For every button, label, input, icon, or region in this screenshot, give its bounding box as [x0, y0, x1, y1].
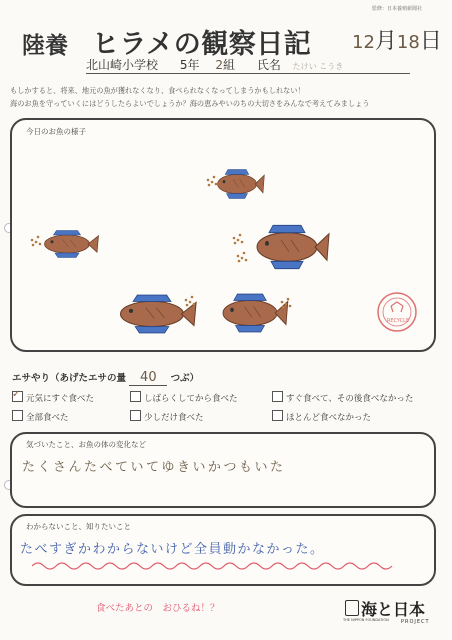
publisher-credit: 監修：日本養殖新聞社 [372, 6, 423, 12]
checkbox[interactable] [272, 391, 283, 402]
date-field [352, 24, 442, 55]
fish-drawing [12, 120, 434, 350]
page-title: ヒラメの観察日記 [92, 29, 312, 60]
logo-project: PROJECT [401, 619, 430, 625]
feeding-row [12, 370, 199, 386]
feeding-option[interactable] [12, 391, 94, 404]
stamp-text: RECYCLE [386, 318, 410, 324]
fish-2 [257, 225, 329, 268]
option-label: すぐ食べて、その後食べなかった [286, 394, 414, 404]
option-label: 全部食べた [26, 413, 69, 423]
fish-3 [45, 231, 99, 258]
wavy-underline [32, 560, 402, 572]
name-label: 氏名 [256, 58, 281, 72]
feeding-option[interactable] [272, 391, 413, 404]
logo-main: 海と日本 [361, 600, 426, 619]
checkbox[interactable] [12, 410, 23, 421]
name-value: たけい こうき [292, 62, 344, 71]
grade-value: 5 [179, 58, 188, 72]
food-dots [237, 252, 248, 263]
observation-label: 今日のお魚の様子 [26, 127, 86, 136]
notice-box [10, 432, 436, 508]
feeding-label: エサやり（あげたエサの量 [12, 373, 127, 384]
food-dots [31, 236, 42, 247]
checkbox[interactable] [272, 410, 283, 421]
food-dots [233, 234, 244, 245]
option-label: 少しだけ食べた [144, 413, 204, 423]
questions-box [10, 514, 436, 586]
date-day: 18 [396, 32, 420, 53]
school-name: 北山崎小学校 [86, 58, 159, 72]
notice-label: 気づいたこと、お魚の体の変化など [26, 440, 146, 449]
feeding-option[interactable] [130, 410, 204, 423]
month-char: 月 [374, 29, 397, 54]
fish-4 [121, 295, 197, 333]
option-label: しばらくしてから食べた [144, 394, 238, 404]
footer-note: 食べたあとの おひるね！？ [96, 603, 220, 614]
checkbox[interactable] [12, 391, 23, 402]
student-row [86, 56, 410, 74]
observation-box [10, 118, 436, 352]
check-mark-icon: ✓ [12, 389, 21, 400]
option-label: ほとんど食べなかった [286, 413, 372, 423]
class-value: 2 [215, 58, 223, 72]
food-dots [185, 296, 196, 307]
feeding-option[interactable] [130, 391, 238, 404]
intro-line-1: もしかすると、将来、地元の魚が獲れなくなり、食べられなくなってしまうかもしれない！ [10, 86, 305, 95]
feeding-option[interactable] [272, 410, 371, 423]
prefecture-label: 陸養 [22, 33, 68, 59]
questions-label: わからないこと、知りたいこと [26, 522, 131, 531]
class-char: 組 [222, 58, 235, 72]
fish-5 [223, 294, 288, 332]
feeding-unit: つぶ） [170, 373, 200, 384]
food-dots [207, 176, 218, 187]
day-char: 日 [419, 29, 442, 54]
notice-text: たくさんたべていてゆきいかつもいた [22, 460, 286, 475]
logo-sub: THE NIPPON FOUNDATION [343, 618, 389, 622]
fish-1 [218, 170, 265, 199]
feeding-option[interactable] [12, 410, 69, 423]
footer-logo [345, 598, 437, 630]
intro-line-2: 海のお魚を守っていくにはどうしたらよいでしょうか？海の恵みやいのちの大切さをみんなで考えてみましょう [10, 99, 370, 108]
option-label: 元気にすぐ食べた [26, 394, 95, 404]
grade-char: 年 [187, 58, 200, 72]
recycle-stamp-icon [378, 293, 416, 331]
questions-text: たべすぎかわからないけど全員動かなかった。 [20, 542, 325, 557]
date-month: 12 [352, 32, 375, 53]
checkbox[interactable] [130, 410, 141, 421]
feeding-amount: 40 [129, 370, 167, 386]
checkbox[interactable] [130, 391, 141, 402]
nippon-foundation-icon [345, 600, 359, 616]
